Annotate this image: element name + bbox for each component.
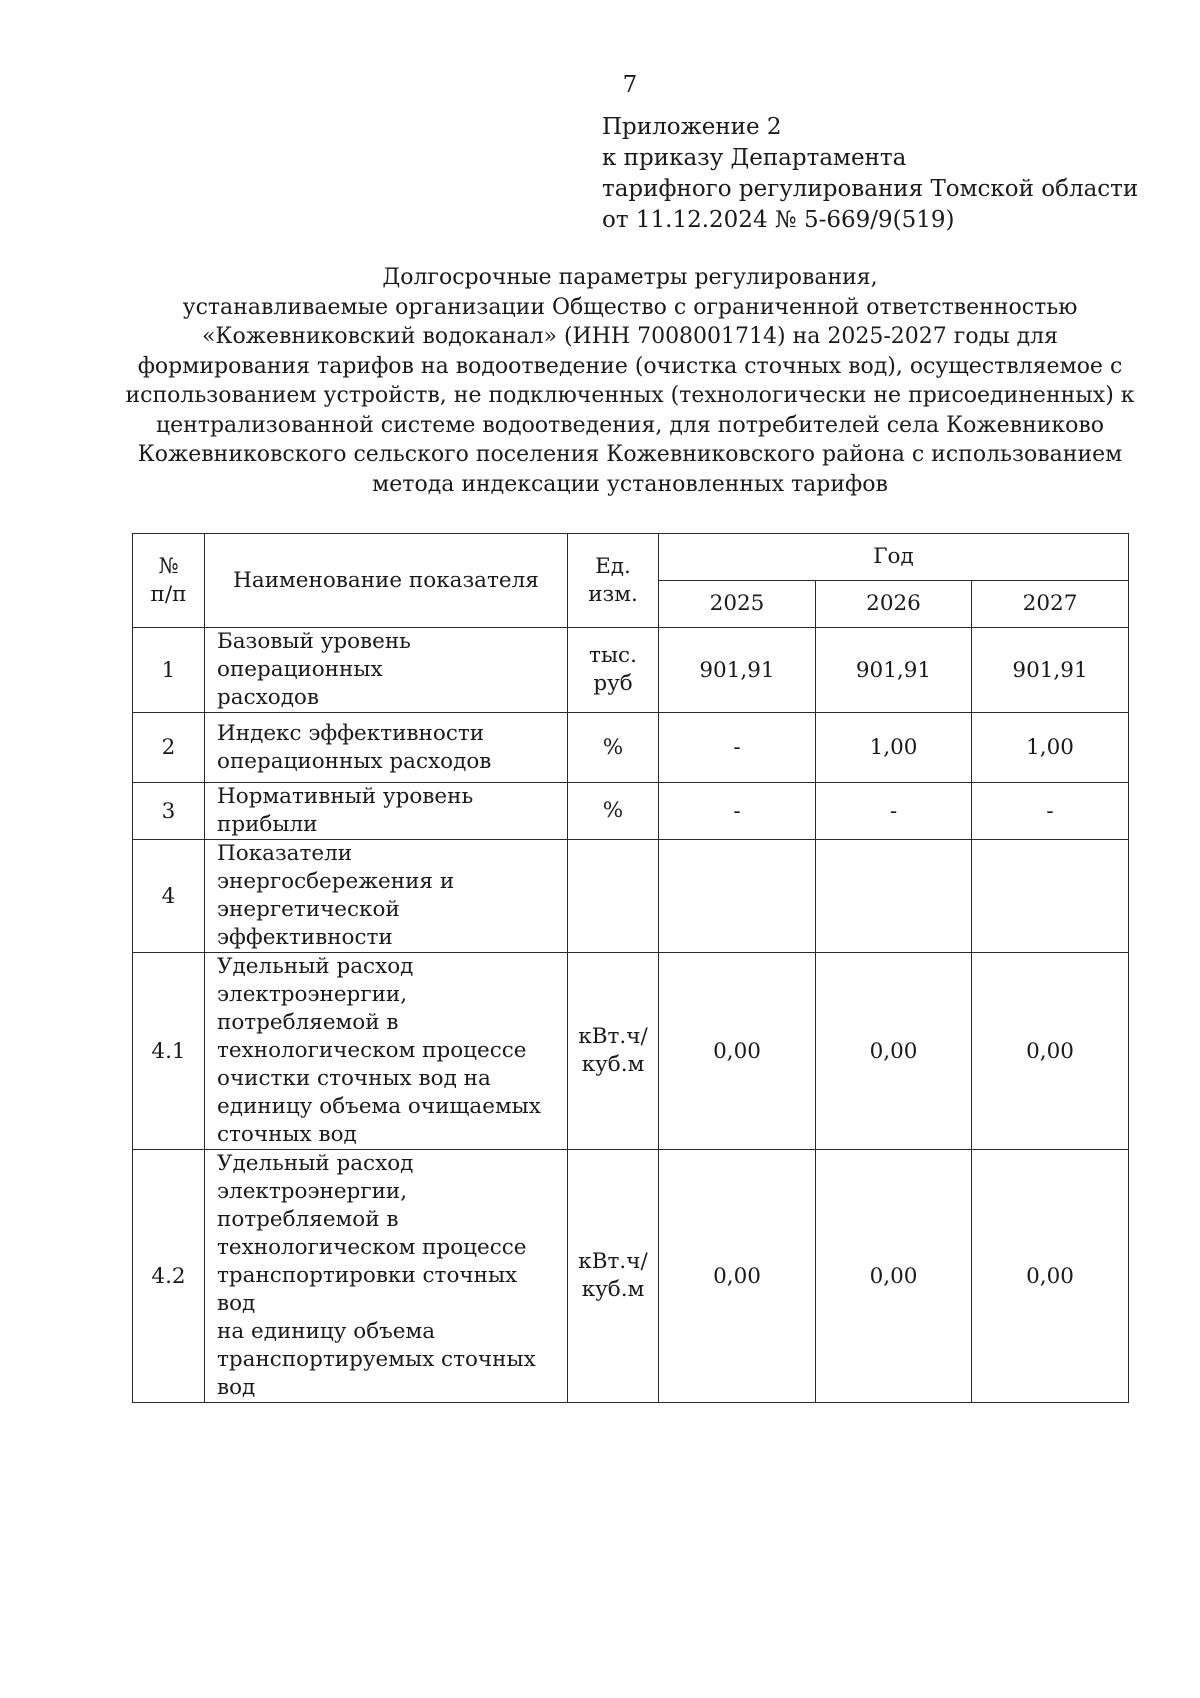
title-line: использованием устройств, не подключенных (технологически не присоединенных) к — [125, 383, 1135, 408]
header-year-2027: 2027 — [972, 581, 1129, 628]
row-num: 4.1 — [133, 953, 205, 1150]
row-value-2025: 901,91 — [659, 628, 816, 713]
header-name: Наименование показателя — [205, 534, 568, 628]
row-num: 4 — [133, 840, 205, 953]
header-unit-line1: Ед. — [595, 553, 631, 579]
header-num-line1: № — [158, 553, 179, 579]
row-value-2026: 0,00 — [816, 953, 972, 1150]
row-name-line: Базовый уровень операционных — [217, 629, 411, 682]
row-unit — [568, 628, 659, 713]
row-name — [205, 713, 568, 783]
appendix-block — [602, 112, 1138, 236]
row-value-2025: - — [659, 713, 816, 783]
row-unit-line: тыс. — [589, 643, 637, 668]
title-line: устанавливаемые организации Общество с ограниченной ответственностью — [182, 294, 1078, 320]
title-line: централизованной системе водоотведения, для потребителей села Кожевниково — [155, 412, 1105, 438]
appendix-line: к приказу Департамента — [602, 145, 907, 171]
row-name-line: Удельный расход — [217, 1151, 414, 1176]
title-line: метода индексации установленных тарифов — [372, 471, 888, 497]
title-line: Долгосрочные параметры регулирования, — [382, 265, 878, 290]
appendix-line: тарифного регулирования Томской области — [602, 176, 1139, 202]
row-name-line: транспортировки сточных вод — [217, 1263, 518, 1316]
row-name — [205, 953, 568, 1150]
row-unit — [568, 783, 659, 840]
row-name — [205, 783, 568, 840]
table-row — [133, 713, 1129, 783]
appendix-line: Приложение 2 — [602, 114, 782, 140]
row-unit-line: куб.м — [581, 1052, 645, 1077]
row-name-line: операционных расходов — [217, 748, 492, 774]
row-unit — [568, 713, 659, 783]
row-value-2027: 0,00 — [972, 953, 1129, 1150]
row-value-2025: - — [659, 783, 816, 840]
row-name-line: единицу объема очищаемых — [217, 1094, 541, 1119]
table-row — [133, 628, 1129, 713]
table-row — [133, 783, 1129, 840]
table-row — [133, 953, 1129, 1150]
header-num-line2: п/п — [150, 581, 187, 607]
header-num — [133, 534, 205, 628]
row-value-2025 — [659, 840, 816, 953]
header-year-2025: 2025 — [659, 581, 816, 628]
table-header-row — [133, 534, 1129, 581]
row-value-2027 — [972, 840, 1129, 953]
row-name — [205, 628, 568, 713]
row-num: 2 — [133, 713, 205, 783]
title-line: «Кожевниковский водоканал» (ИНН 7008001714) на 2025-2027 годы для — [201, 324, 1059, 349]
row-value-2027: 1,00 — [972, 713, 1129, 783]
row-unit — [568, 1150, 659, 1403]
table-row — [133, 840, 1129, 953]
row-value-2025: 0,00 — [659, 953, 816, 1150]
title-line: формирования тарифов на водоотведение (очистка сточных вод), осуществляемое с — [137, 353, 1123, 379]
row-value-2026: 1,00 — [816, 713, 972, 783]
row-name-line: Удельный расход — [217, 954, 414, 979]
header-year-2026: 2026 — [816, 581, 972, 628]
row-value-2027: - — [972, 783, 1129, 840]
row-unit-line: кВт.ч/ — [578, 1024, 648, 1049]
row-name — [205, 840, 568, 953]
row-name-line: очистки сточных вод на — [217, 1066, 491, 1091]
row-num: 4.2 — [133, 1150, 205, 1403]
row-unit — [568, 840, 659, 953]
row-unit — [568, 953, 659, 1150]
row-value-2026: 901,91 — [816, 628, 972, 713]
row-value-2027: 0,00 — [972, 1150, 1129, 1403]
row-name-line: на единицу объема — [217, 1319, 436, 1344]
row-value-2026 — [816, 840, 972, 953]
row-name-line: технологическом процессе — [217, 1235, 527, 1260]
appendix-line: от 11.12.2024 № 5-669/9(519) — [602, 207, 955, 233]
parameters-table — [132, 533, 1129, 1403]
row-name-line: сточных вод — [217, 1122, 357, 1147]
row-name-line: энергетической эффективности — [217, 897, 400, 950]
header-unit-line2: изм. — [588, 581, 638, 607]
row-name-line: электроэнергии, потребляемой в — [217, 1179, 408, 1232]
row-value-2025: 0,00 — [659, 1150, 816, 1403]
row-name-line: Индекс эффективности — [217, 720, 485, 746]
row-unit-line: руб — [593, 671, 633, 696]
row-name-line: технологическом процессе — [217, 1038, 527, 1063]
row-unit-line: % — [602, 798, 624, 823]
document-title — [120, 263, 1140, 499]
table-row — [133, 1150, 1129, 1403]
page-number: 7 — [622, 72, 638, 98]
row-name-line: транспортируемых сточных вод — [217, 1347, 536, 1400]
row-unit-line: % — [602, 734, 624, 760]
row-name-line: расходов — [217, 685, 319, 710]
row-unit-line: куб.м — [581, 1277, 645, 1302]
row-num: 3 — [133, 783, 205, 840]
title-line: Кожевниковского сельского поселения Кожевниковского района с использованием — [137, 442, 1123, 467]
row-value-2026: 0,00 — [816, 1150, 972, 1403]
row-value-2026: - — [816, 783, 972, 840]
row-name-line: Нормативный уровень прибыли — [217, 784, 474, 837]
header-unit — [568, 534, 659, 628]
row-name-line: Показатели энергосбережения и — [217, 841, 455, 894]
row-unit-line: кВт.ч/ — [578, 1249, 648, 1274]
row-name — [205, 1150, 568, 1403]
row-num: 1 — [133, 628, 205, 713]
row-name-line: электроэнергии, потребляемой в — [217, 982, 408, 1035]
row-value-2027: 901,91 — [972, 628, 1129, 713]
header-year: Год — [659, 534, 1129, 581]
